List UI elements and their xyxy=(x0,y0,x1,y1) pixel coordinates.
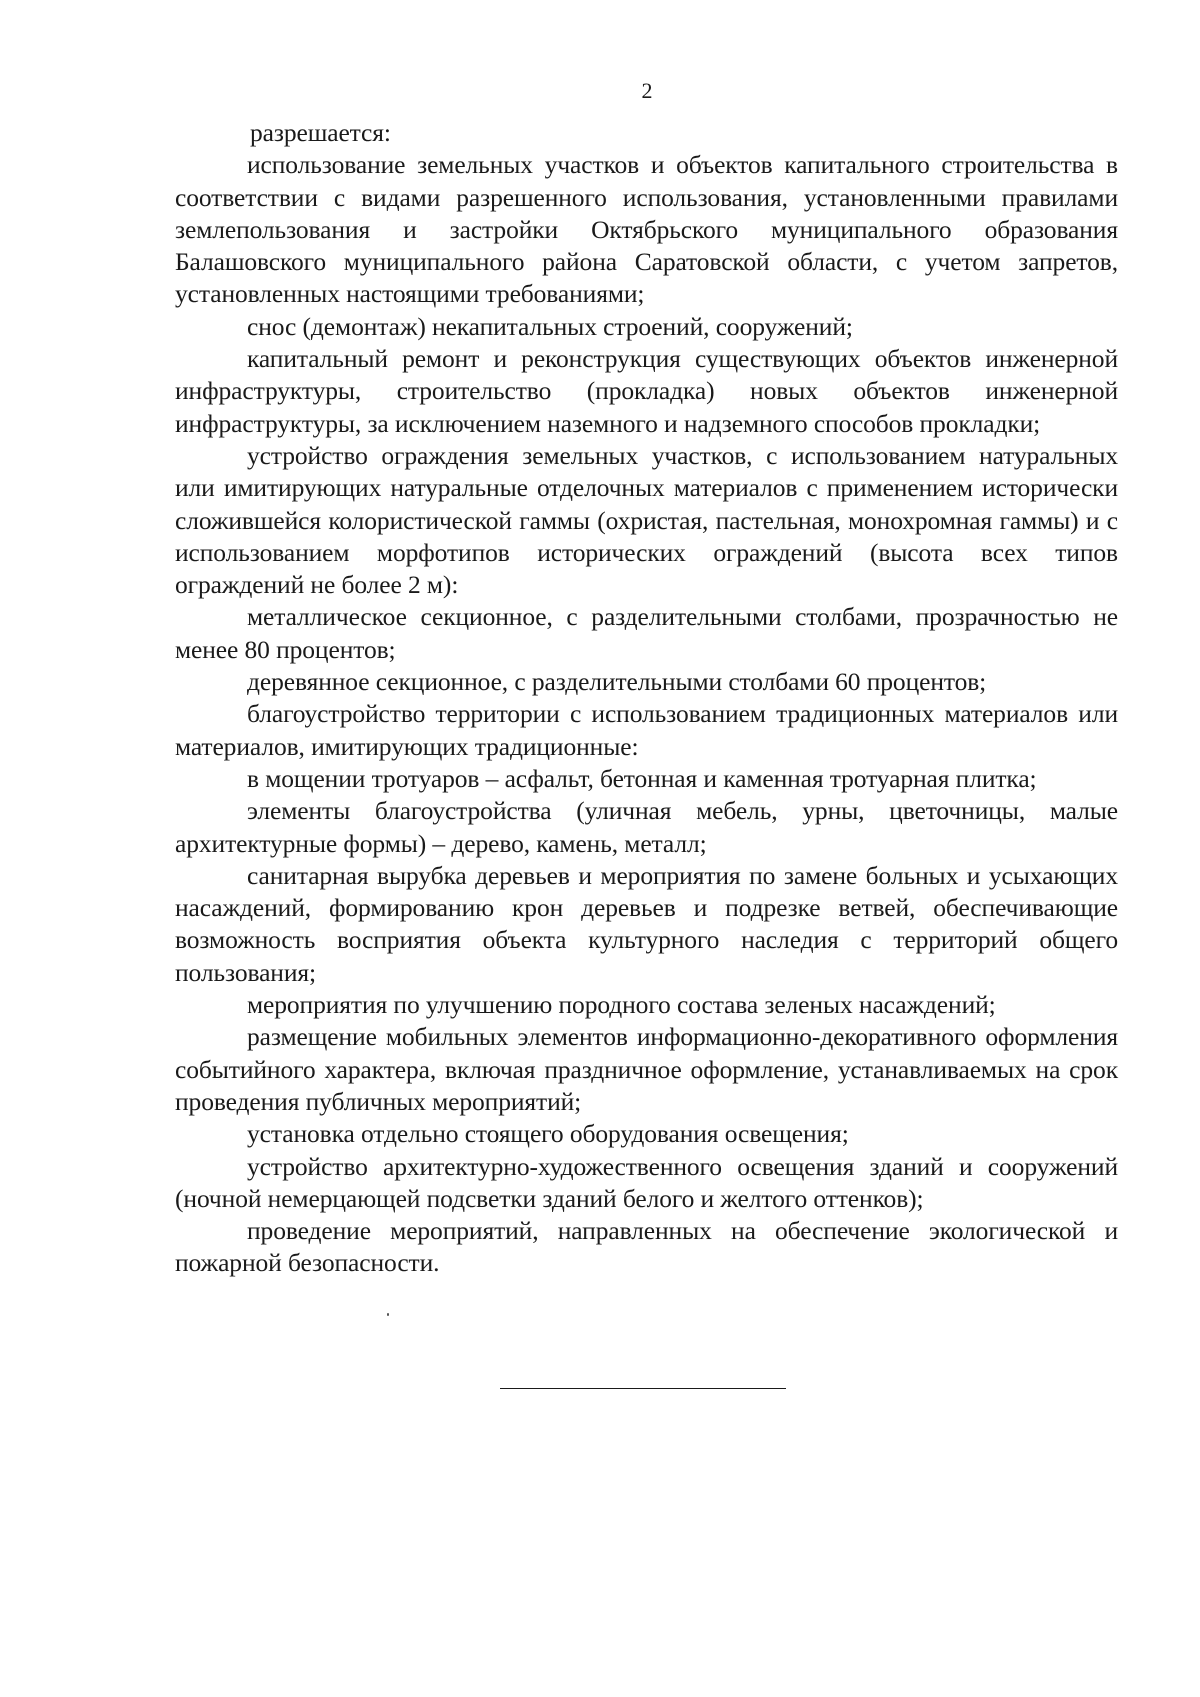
page-number: 2 xyxy=(641,78,653,103)
paragraph: в мощении тротуаров – асфальт, бетонная и каменная тротуарная плитка; xyxy=(247,763,1037,793)
paragraph: использование земельных участков и объектов капитального строительства в соответствии с видами разрешенного использования, установленными правилами землепользования и застройки Октябрьского муниципального образования Балашовского муниципального района Саратовской области, с учетом запретов, установленных настоящими требованиями; xyxy=(175,150,1118,309)
paragraph: металлическое секционное, с разделительными столбами, прозрачностью не менее 80 процентов; xyxy=(175,602,1118,664)
scan-speck xyxy=(387,1313,389,1316)
paragraph: устройство ограждения земельных участков, с использованием натуральных или имитирующих натуральные отделочных материалов с применением исторически сложившейся колористической гаммы (охристая, пастельная, монохромная гаммы) и с использованием морфотипов исторических ограждений (высота всех типов ограждений не более 2 м): xyxy=(175,440,1118,600)
document-body xyxy=(175,117,1118,1280)
paragraph: капитальный ремонт и реконструкция существующих объектов инженерной инфраструктуры, строительство (прокладка) новых объектов инженерной инфраструктуры, за исключением наземного и надземного способов прокладки; xyxy=(175,344,1118,438)
paragraph: устройство архитектурно-художественного освещения зданий и сооружений (ночной немерцающей подсветки зданий белого и желтого оттенков); xyxy=(175,1151,1118,1213)
paragraph: благоустройство территории с использованием традиционных материалов или материалов, имитирующих традиционные: xyxy=(175,699,1118,761)
paragraph: установка отдельно стоящего оборудования освещения; xyxy=(247,1119,849,1149)
paragraph: санитарная вырубка деревьев и мероприятия по замене больных и усыхающих насаждений, формированию крон деревьев и подрезке ветвей, обеспечивающие возможность восприятия объекта культурного наследия с территорий общего пользования; xyxy=(175,860,1118,987)
paragraph-intro: разрешается: xyxy=(250,118,391,147)
paragraph: элементы благоустройства (уличная мебель, урны, цветочницы, малые архитектурные формы) – дерево, камень, металл; xyxy=(175,796,1118,858)
paragraph: снос (демонтаж) некапитальных строений, сооружений; xyxy=(247,311,853,341)
end-of-document-rule xyxy=(500,1388,786,1389)
paragraph: деревянное секционное, с разделительными столбами 60 процентов; xyxy=(247,667,987,697)
paragraph: мероприятия по улучшению породного состава зеленых насаждений; xyxy=(247,990,996,1020)
paragraph: размещение мобильных элементов информационно-декоративного оформления событийного характера, включая праздничное оформление, устанавливаемых на срок проведения публичных мероприятий; xyxy=(175,1022,1118,1116)
paragraph: проведение мероприятий, направленных на обеспечение экологической и пожарной безопасности. xyxy=(175,1216,1118,1278)
